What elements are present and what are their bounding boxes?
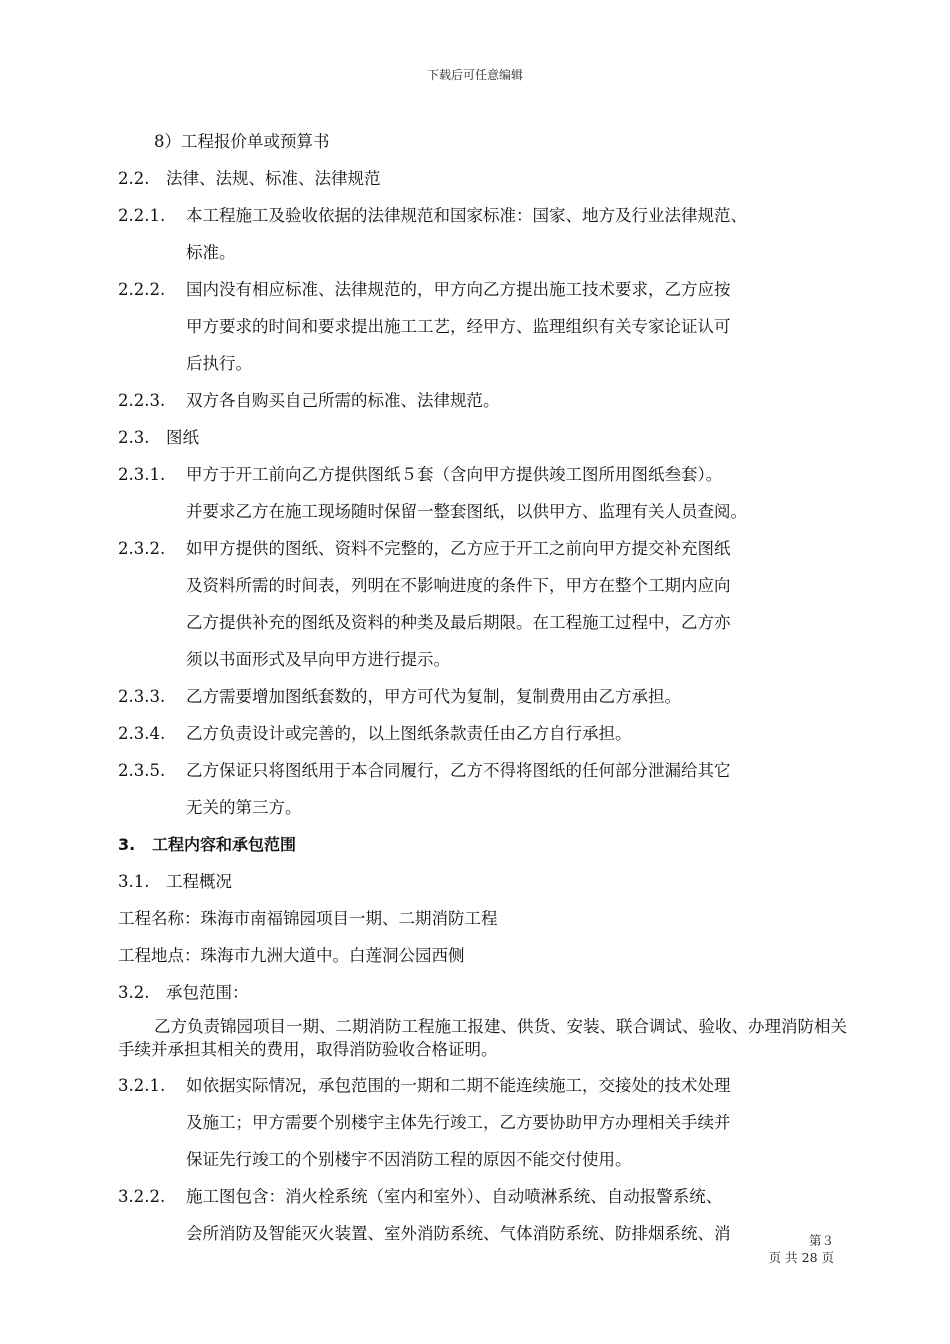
clause-number: 3.2.1. (118, 1076, 166, 1095)
clause-number: 2.2.1. (118, 206, 166, 225)
clause-continuation: 乙方提供补充的图纸及资料的种类及最后期限。在工程施工过程中，乙方亦 (186, 613, 731, 632)
clause-continuation: 须以书面形式及早向甲方进行提示。 (186, 650, 450, 669)
clause-continuation: 保证先行竣工的个别楼宇不因消防工程的原因不能交付使用。 (186, 1150, 632, 1169)
project-location: 工程地点：珠海市九洲大道中。白莲洞公园西侧 (118, 946, 465, 965)
clause-continuation: 标准。 (186, 243, 236, 262)
page-header: 下载后可任意编辑 (426, 68, 523, 82)
document-body (118, 123, 848, 1252)
chapter-number: 3. (118, 835, 136, 854)
clause-continuation: 甲方要求的时间和要求提出施工工艺，经甲方、监理组织有关专家论证认可 (186, 317, 731, 336)
item-number: 8） (154, 132, 181, 151)
section-2-2 (118, 160, 848, 197)
clause-text: 本工程施工及验收依据的法律规范和国家标准：国家、地方及行业法律规范、 (186, 206, 747, 225)
clause-continuation: 后执行。 (186, 354, 252, 373)
clause-2-2-1 (118, 197, 848, 234)
section-title: 法律、法规、标准、法律规范 (166, 169, 381, 188)
section-title: 工程概况 (166, 872, 232, 891)
section-3-1 (118, 863, 848, 900)
clause-number: 2.3.1. (118, 465, 166, 484)
section-number: 3.1. (118, 872, 150, 891)
section-title: 承包范围： (166, 983, 249, 1002)
page-number-line1: 第３ (808, 1233, 834, 1248)
clause-2-2-2 (118, 271, 848, 308)
clause-2-3-3 (118, 678, 848, 715)
chapter-title: 工程内容和承包范围 (152, 835, 297, 854)
clause-text: 如甲方提供的图纸、资料不完整的，乙方应于开工之前向甲方提交补充图纸 (186, 539, 731, 558)
project-name: 工程名称：珠海市南福锦园项目一期、二期消防工程 (118, 909, 498, 928)
page-footer (748, 1232, 834, 1266)
clause-number: 2.3.4. (118, 724, 166, 743)
section-number: 2.2. (118, 169, 150, 188)
clause-number: 2.3.2. (118, 539, 166, 558)
clause-number: 3.2.2. (118, 1187, 166, 1206)
clause-number: 2.3.5. (118, 761, 166, 780)
clause-3-2-1 (118, 1067, 848, 1104)
scope-paragraph: 乙方负责锦园项目一期、二期消防工程施工报建、供货、安装、联合调试、验收、办理消防相关手续并承担其相关的费用，取得消防验收合格证明。 (118, 1017, 847, 1059)
section-number: 3.2. (118, 983, 150, 1002)
list-item-8 (118, 123, 848, 160)
clause-text: 乙方保证只将图纸用于本合同履行，乙方不得将图纸的任何部分泄漏给其它 (186, 761, 731, 780)
clause-text: 如依据实际情况，承包范围的一期和二期不能连续施工，交接处的技术处理 (186, 1076, 731, 1095)
clause-continuation: 会所消防及智能灭火装置、室外消防系统、气体消防系统、防排烟系统、消 (186, 1224, 731, 1243)
clause-3-2-2 (118, 1178, 848, 1215)
clause-text: 国内没有相应标准、法律规范的，甲方向乙方提出施工技术要求，乙方应按 (186, 280, 731, 299)
clause-text: 乙方需要增加图纸套数的，甲方可代为复制，复制费用由乙方承担。 (186, 687, 681, 706)
clause-2-3-1 (118, 456, 848, 493)
clause-continuation: 并要求乙方在施工现场随时保留一整套图纸，以供甲方、监理有关人员查阅。 (186, 502, 747, 521)
page-number-line2: 页 共 28 页 (768, 1250, 834, 1265)
clause-number: 2.3.3. (118, 687, 166, 706)
clause-text: 甲方于开工前向乙方提供图纸５套（含向甲方提供竣工图所用图纸叁套）。 (186, 465, 723, 484)
clause-2-3-5 (118, 752, 848, 789)
clause-text: 施工图包含：消火栓系统（室内和室外）、自动喷淋系统、自动报警系统、 (186, 1187, 723, 1206)
clause-text: 双方各自购买自己所需的标准、法律规范。 (186, 391, 500, 410)
clause-2-3-2 (118, 530, 848, 567)
section-2-3 (118, 419, 848, 456)
section-3-2 (118, 974, 848, 1011)
chapter-3-heading (118, 826, 848, 863)
clause-continuation: 及资料所需的时间表，列明在不影响进度的条件下，甲方在整个工期内应向 (186, 576, 731, 595)
item-text: 工程报价单或预算书 (181, 132, 330, 151)
section-number: 2.3. (118, 428, 150, 447)
clause-number: 2.2.2. (118, 280, 166, 299)
clause-2-3-4 (118, 715, 848, 752)
section-title: 图纸 (166, 428, 199, 447)
clause-continuation: 无关的第三方。 (186, 798, 302, 817)
clause-2-2-3 (118, 382, 848, 419)
clause-continuation: 及施工；甲方需要个别楼宇主体先行竣工，乙方要协助甲方办理相关手续并 (186, 1113, 731, 1132)
clause-text: 乙方负责设计或完善的，以上图纸条款责任由乙方自行承担。 (186, 724, 632, 743)
clause-number: 2.2.3. (118, 391, 166, 410)
